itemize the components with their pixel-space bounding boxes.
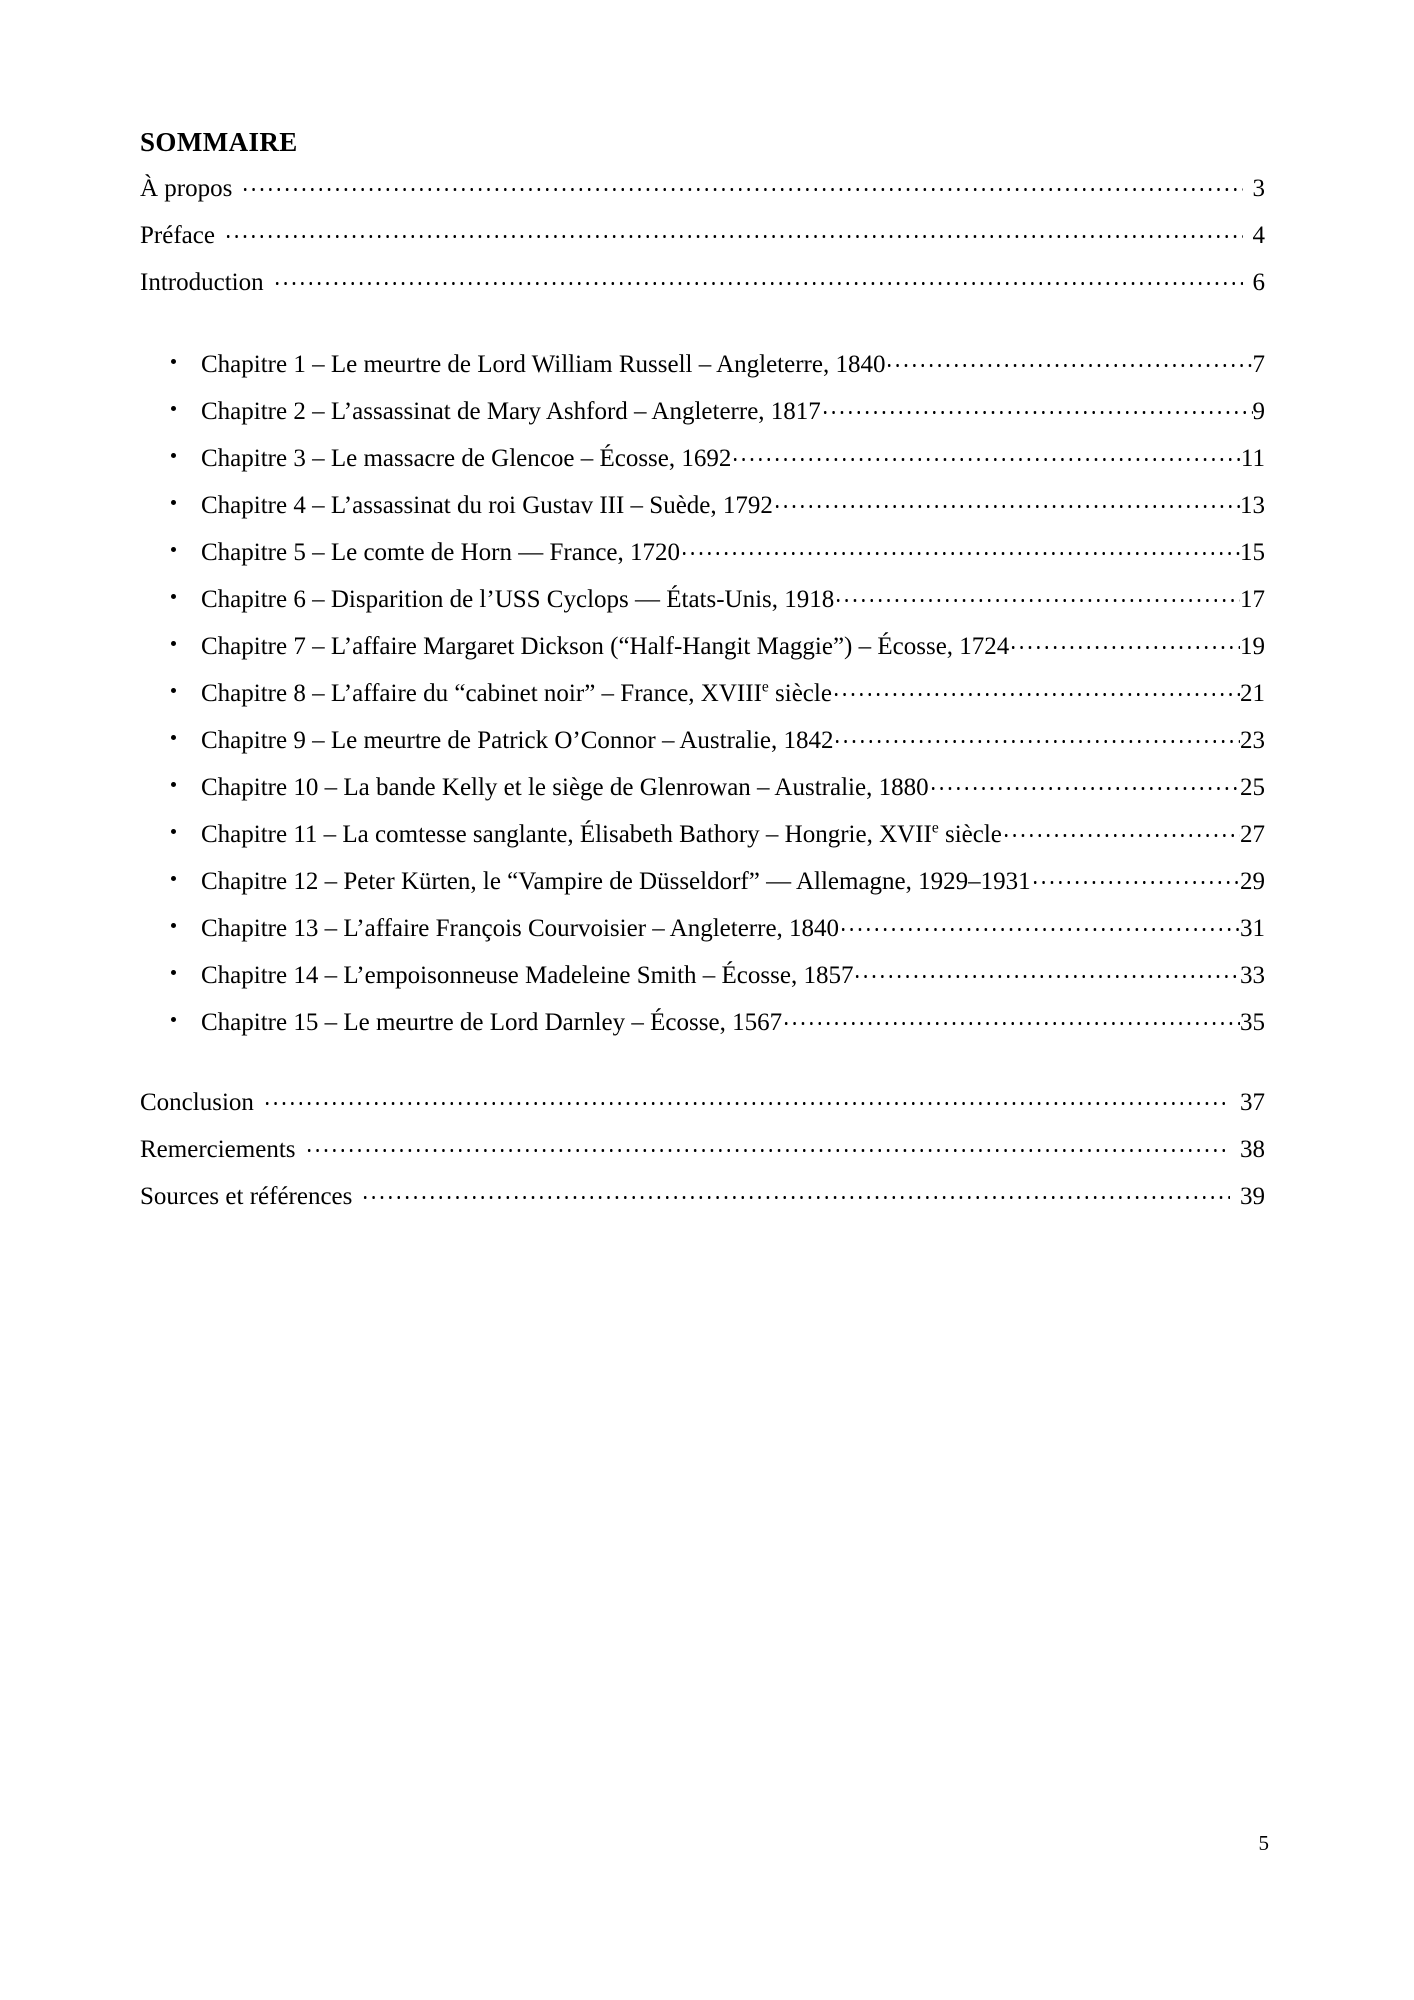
leader-dots bbox=[680, 535, 1240, 560]
toc-entry-page-number: 31 bbox=[1240, 914, 1265, 942]
leader-dots bbox=[834, 582, 1240, 607]
toc-row[interactable] bbox=[140, 218, 1265, 248]
toc-entry-label: Chapitre 10 – La bande Kelly et le siège de Glenrowan – Australie, 1880 bbox=[201, 773, 929, 801]
list-item[interactable] bbox=[140, 582, 1265, 612]
toc-entry-page-number: 39 bbox=[1240, 1182, 1265, 1210]
toc-entry-label: Conclusion bbox=[140, 1088, 254, 1116]
toc-entry-label-post: siècle bbox=[938, 820, 1002, 848]
toc-row[interactable] bbox=[140, 1132, 1265, 1162]
list-item[interactable] bbox=[140, 770, 1265, 800]
toc-entry-page-number: 19 bbox=[1240, 632, 1265, 660]
leader-dots bbox=[1002, 817, 1240, 842]
leader-dots bbox=[273, 265, 1243, 290]
toc-entry-label: Chapitre 2 – L’assassinat de Mary Ashford – Angleterre, 1817 bbox=[201, 397, 821, 425]
list-item[interactable] bbox=[140, 723, 1265, 753]
list-item[interactable] bbox=[140, 1005, 1265, 1035]
leader-dots bbox=[853, 958, 1240, 983]
list-item[interactable] bbox=[140, 394, 1265, 424]
toc-entry-page-number: 7 bbox=[1252, 350, 1265, 378]
leader-dots bbox=[1031, 864, 1240, 889]
ordinal-superscript: e bbox=[761, 678, 769, 696]
toc-entry-page-number: 9 bbox=[1252, 397, 1265, 425]
list-item[interactable] bbox=[140, 535, 1265, 565]
bullet-icon bbox=[171, 406, 176, 411]
toc-entry-page-number: 25 bbox=[1240, 773, 1265, 801]
leader-dots bbox=[929, 770, 1240, 795]
bullet-icon bbox=[171, 641, 176, 646]
leader-dots bbox=[1009, 629, 1240, 654]
bullet-icon bbox=[171, 547, 176, 552]
toc-entry-page-number: 11 bbox=[1240, 444, 1265, 472]
leader-dots bbox=[263, 1085, 1230, 1110]
toc-entry-page-number: 21 bbox=[1240, 679, 1265, 707]
toc-entry-label: Chapitre 12 – Peter Kürten, le “Vampire de Düsseldorf” — Allemagne, 1929–1931 bbox=[201, 867, 1031, 895]
list-item[interactable] bbox=[140, 347, 1265, 377]
page-number-footer: 5 bbox=[1258, 1831, 1269, 1855]
toc-entry-page-number: 37 bbox=[1240, 1088, 1265, 1116]
toc-entry-label: Chapitre 13 – L’affaire François Courvoisier – Angleterre, 1840 bbox=[201, 914, 840, 942]
bullet-icon bbox=[171, 923, 176, 928]
leader-dots bbox=[731, 441, 1241, 466]
leader-dots bbox=[839, 911, 1240, 936]
chapter-list bbox=[140, 347, 1265, 1035]
toc-entry-label-pre: Chapitre 8 – L’affaire du “cabinet noir” – France, XVIII bbox=[201, 679, 762, 707]
leader-dots bbox=[832, 676, 1240, 701]
list-item[interactable] bbox=[140, 864, 1265, 894]
ordinal-superscript: e bbox=[931, 819, 939, 837]
page-title: SOMMAIRE bbox=[140, 127, 298, 157]
toc-entry-page-number: 38 bbox=[1240, 1135, 1265, 1163]
toc-entry-page-number: 35 bbox=[1240, 1008, 1265, 1036]
leader-dots bbox=[773, 488, 1240, 513]
toc-entry-label: Chapitre 4 – L’assassinat du roi Gustav III – Suède, 1792 bbox=[201, 491, 773, 519]
toc-entry-page-number: 6 bbox=[1252, 268, 1265, 296]
toc-row[interactable] bbox=[140, 171, 1265, 201]
toc-entry-label: Chapitre 15 – Le meurtre de Lord Darnley – Écosse, 1567 bbox=[201, 1008, 783, 1036]
bullet-icon bbox=[171, 453, 176, 458]
toc-entry-page-number: 4 bbox=[1252, 221, 1265, 249]
bullet-icon bbox=[171, 500, 176, 505]
leader-dots bbox=[833, 723, 1240, 748]
leader-dots bbox=[241, 171, 1242, 196]
bullet-icon bbox=[171, 829, 176, 834]
toc-entry-page-number: 29 bbox=[1240, 867, 1265, 895]
bullet-icon bbox=[171, 359, 176, 364]
list-item[interactable] bbox=[140, 488, 1265, 518]
toc-entry-label: Chapitre 14 – L’empoisonneuse Madeleine Smith – Écosse, 1857 bbox=[201, 961, 854, 989]
bullet-icon bbox=[171, 594, 176, 599]
back-matter-list bbox=[140, 1085, 1265, 1209]
toc-entry-label: Introduction bbox=[140, 268, 264, 296]
list-item[interactable] bbox=[140, 676, 1265, 706]
bullet-icon bbox=[171, 735, 176, 740]
toc-row[interactable] bbox=[140, 1179, 1265, 1209]
toc-entry-label: Sources et références bbox=[140, 1182, 353, 1210]
bullet-icon bbox=[171, 876, 176, 881]
bullet-icon bbox=[171, 782, 176, 787]
toc-entry-label bbox=[201, 678, 832, 707]
list-item[interactable] bbox=[140, 629, 1265, 659]
toc-entry-page-number: 27 bbox=[1240, 820, 1265, 848]
bullet-icon bbox=[171, 970, 176, 975]
toc-entry-label-post: siècle bbox=[768, 679, 832, 707]
toc-entry-label: Chapitre 6 – Disparition de l’USS Cyclops — États-Unis, 1918 bbox=[201, 585, 835, 613]
list-item[interactable] bbox=[140, 911, 1265, 941]
toc-row[interactable] bbox=[140, 1085, 1265, 1115]
leader-dots bbox=[821, 394, 1253, 419]
toc-entry-label: À propos bbox=[140, 174, 233, 202]
leader-dots bbox=[885, 347, 1252, 372]
toc-entry-page-number: 15 bbox=[1240, 538, 1265, 566]
list-item[interactable] bbox=[140, 958, 1265, 988]
toc-entry-page-number: 33 bbox=[1240, 961, 1265, 989]
bullet-icon bbox=[171, 1017, 176, 1022]
toc-entry-label: Chapitre 5 – Le comte de Horn — France, 1720 bbox=[201, 538, 681, 566]
toc-entry-label: Remerciements bbox=[140, 1135, 296, 1163]
toc-entry-label: Chapitre 7 – L’affaire Margaret Dickson (“Half-Hangit Maggie”) – Écosse, 1724 bbox=[201, 632, 1010, 660]
toc-entry-page-number: 13 bbox=[1240, 491, 1265, 519]
toc-entry-page-number: 23 bbox=[1240, 726, 1265, 754]
toc-content bbox=[140, 128, 1265, 1226]
leader-dots bbox=[782, 1005, 1240, 1030]
toc-entry-label: Chapitre 3 – Le massacre de Glencoe – Écosse, 1692 bbox=[201, 444, 732, 472]
leader-dots bbox=[305, 1132, 1231, 1157]
toc-entry-page-number: 3 bbox=[1252, 174, 1265, 202]
toc-entry-label: Chapitre 9 – Le meurtre de Patrick O’Connor – Australie, 1842 bbox=[201, 726, 834, 754]
leader-dots bbox=[361, 1179, 1230, 1204]
list-item[interactable] bbox=[140, 817, 1265, 847]
list-item[interactable] bbox=[140, 441, 1265, 471]
toc-entry-label: Préface bbox=[140, 221, 215, 249]
toc-entry-label: Chapitre 1 – Le meurtre de Lord William Russell – Angleterre, 1840 bbox=[201, 350, 886, 378]
front-matter-list bbox=[140, 171, 1265, 295]
bullet-icon bbox=[171, 688, 176, 693]
toc-entry-label bbox=[201, 819, 1002, 848]
leader-dots bbox=[224, 218, 1243, 243]
toc-entry-label-pre: Chapitre 11 – La comtesse sanglante, Élisabeth Bathory – Hongrie, XVII bbox=[201, 820, 932, 848]
toc-entry-page-number: 17 bbox=[1240, 585, 1265, 613]
toc-row[interactable] bbox=[140, 265, 1265, 295]
